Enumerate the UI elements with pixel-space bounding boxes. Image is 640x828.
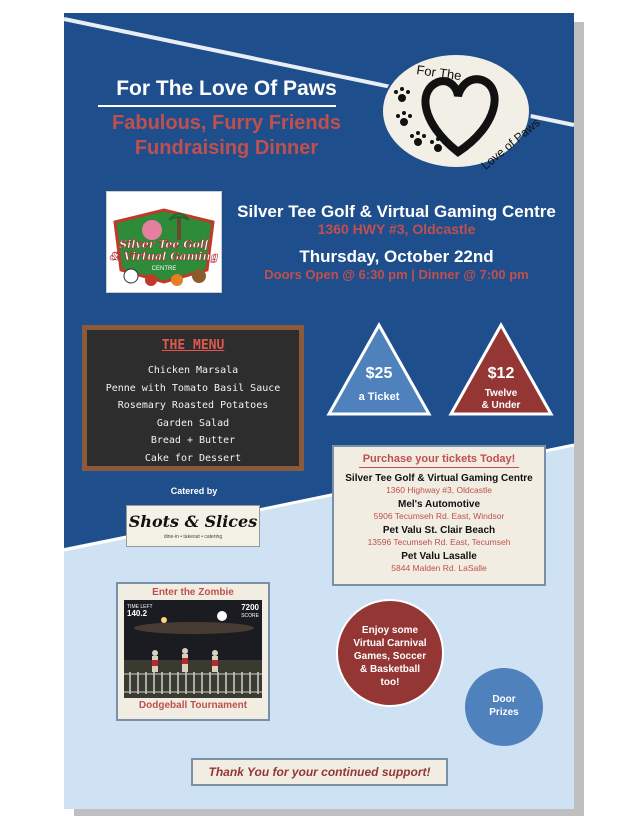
event-title: For The Love Of Paws [116,77,337,100]
adult-ticket-price: $25 [365,365,393,382]
purchase-location: Pet Valu St. Clair Beach 13596 Tecumseh Rd. East, Tecumseh [367,525,511,547]
svg-text:Silver Tee Golf: Silver Tee Golf [119,238,209,251]
caterer-tagline: dine-in • takeout • catering [163,534,223,540]
zombie-title: Enter the Zombie [152,587,234,598]
purchase-location: Silver Tee Golf & Virtual Gaming Centre 1360 Highway #3, Oldcastle [345,473,533,495]
purchase-location: Mel's Automotive 5906 Tecumseh Rd. East, Windsor [373,499,505,521]
svg-text:CENTRE: CENTRE [151,266,177,272]
menu-chalkboard [82,325,304,471]
purchase-heading: Purchase your tickets Today! [362,453,516,465]
poster [64,13,574,809]
catered-by-label: Catered by [170,486,218,496]
door-prizes-circle: Door Prizes [465,668,543,746]
svg-text:140.2: 140.2 [127,609,148,618]
logo-bottom-text: Love of Paws [478,115,543,173]
menu-heading: THE MENU [161,338,225,353]
adult-ticket-label: a Ticket [358,391,400,403]
thank-you-banner: Thank You for your continued support! [191,758,448,786]
menu-item: Chicken Marsala [147,365,239,376]
caterer-logo [126,505,260,547]
zombie-dodgeball-box [116,582,270,721]
menu-item: Rosemary Roasted Potatoes [117,400,269,411]
svg-text:& Virtual Gaming: & Virtual Gaming [109,250,219,263]
event-times: Doors Open @ 6:30 pm | Dinner @ 7:00 pm [264,267,529,282]
purchase-box [332,445,546,586]
child-ticket-label: Twelve & Under [481,388,521,411]
menu-item: Cake for Dessert [144,452,242,464]
carnival-circle: Enjoy some Virtual Carnival Games, Soccer & Basketball too! [336,599,444,707]
purchase-rule [359,467,519,468]
purchase-location: Pet Valu Lasalle 5844 Malden Rd. LaSalle [391,551,487,573]
event-subtitle: Fabulous, Furry Friends Fundraising Dinner [112,112,341,159]
venue-logo [106,191,222,293]
venue-address: 1360 HWY #3, Oldcastle [317,221,476,237]
event-date: Thursday, October 22nd [299,247,494,266]
menu-item: Bread + Butter [150,435,236,446]
zombie-game-image [124,600,262,698]
zombie-footer: Dodgeball Tournament [138,700,248,711]
menu-item: Garden Salad [156,417,230,429]
child-ticket-price: $12 [487,365,515,382]
title-underline [98,105,336,107]
svg-text:TIME LEFT: TIME LEFT [127,604,153,610]
svg-text:SCORE: SCORE [241,613,259,619]
menu-list [87,362,299,467]
caterer-name: Shots & Slices [128,512,258,531]
menu-item: Penne with Tomato Basil Sauce [105,382,281,394]
logo-top-text: For The [415,62,463,84]
svg-text:7200: 7200 [241,603,259,612]
venue-name: Silver Tee Golf & Virtual Gaming Centre [237,202,556,221]
love-of-paws-logo [380,52,543,173]
